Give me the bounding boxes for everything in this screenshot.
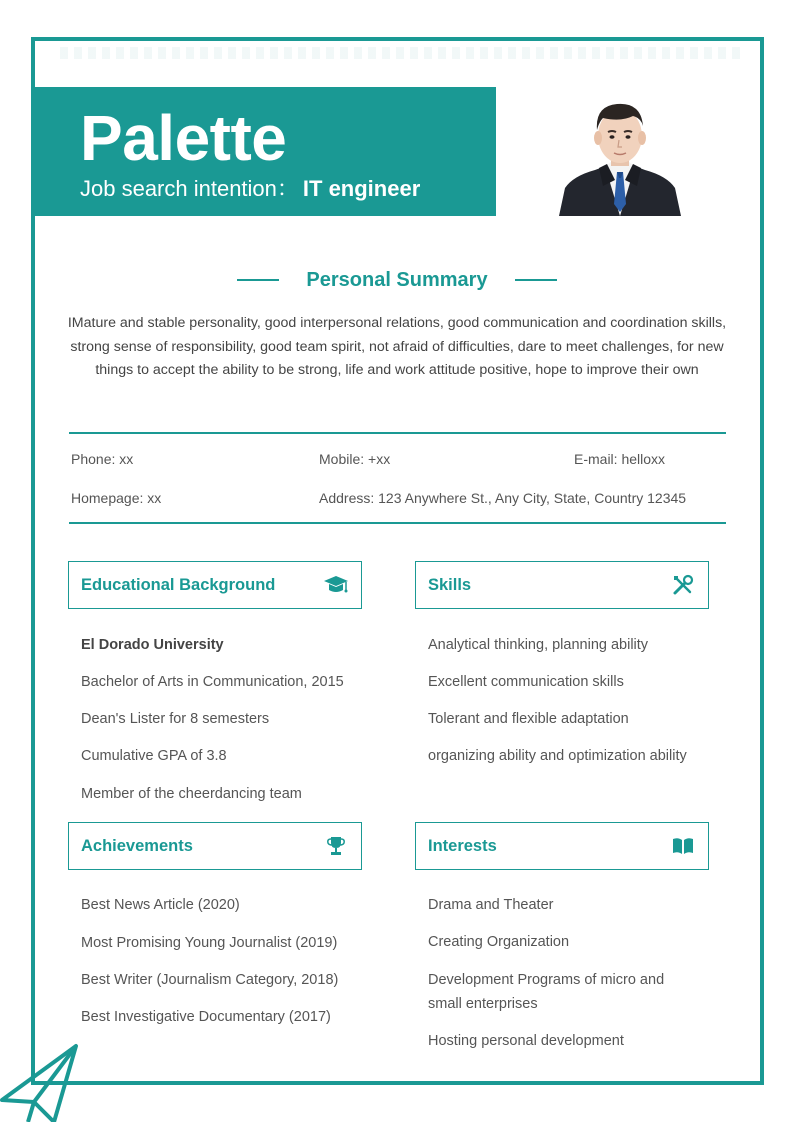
graduation-cap-icon (323, 572, 349, 598)
summary-heading (237, 268, 557, 292)
contact-email: E-mail: helloxx (574, 451, 666, 467)
interests-item: Hosting personal development (428, 1033, 624, 1049)
education-item: Dean's Lister for 8 semesters (81, 711, 270, 727)
interests-section-header (415, 822, 709, 870)
paper-plane-icon (0, 1040, 90, 1122)
achievements-item: Best Writer (Journalism Category, 2018) (81, 972, 339, 988)
interests-item: Development Programs of micro and small enterprises (428, 972, 665, 1012)
job-intention-value: IT engineer (302, 176, 421, 201)
contact-mobile: Mobile: +xx (319, 451, 391, 467)
education-item: Member of the cheerdancing team (81, 786, 302, 802)
skills-title: Skills (428, 575, 472, 594)
skills-section-header (415, 561, 709, 609)
job-intention (80, 175, 420, 203)
trophy-icon (323, 833, 349, 859)
heading-rule-left (237, 279, 279, 281)
candidate-name: Palette (80, 102, 287, 174)
decorative-dot-strip (60, 47, 740, 59)
summary-title: Personal Summary (306, 268, 488, 291)
skills-item: Tolerant and flexible adaptation (428, 711, 629, 727)
job-intention-label: Job search intention： (80, 176, 299, 201)
achievements-section-header (68, 822, 362, 870)
achievements-item: Best Investigative Documentary (2017) (81, 1009, 331, 1025)
skills-item: Analytical thinking, planning ability (428, 637, 649, 653)
education-section-header (68, 561, 362, 609)
summary-text: IMature and stable personality, good interpersonal relations, good communication and coordination skills, strong sense of responsibility, good team spirit, not afraid of difficulties, dare to meet challenges, for new things to accept the ability to be strong, life and work attitude positive, hope to improve their own (67, 315, 727, 378)
contact-divider-top (69, 432, 726, 434)
achievements-item: Best News Article (2020) (81, 897, 240, 913)
education-item-university: El Dorado University (81, 637, 224, 653)
tools-icon (670, 572, 696, 598)
heading-rule-right (515, 279, 557, 281)
avatar (555, 100, 685, 216)
education-item: Bachelor of Arts in Communication, 2015 (81, 674, 344, 690)
contact-divider-bottom (69, 522, 726, 524)
interests-item: Creating Organization (428, 934, 570, 950)
contact-address: Address: 123 Anywhere St., Any City, State, Country 12345 (319, 490, 687, 506)
interests-title: Interests (428, 836, 497, 855)
skills-item: organizing ability and optimization ability (428, 748, 687, 764)
education-item: Cumulative GPA of 3.8 (81, 748, 227, 764)
skills-item: Excellent communication skills (428, 674, 624, 690)
contact-homepage: Homepage: xx (71, 490, 162, 506)
education-title: Educational Background (81, 575, 276, 594)
contact-phone: Phone: xx (71, 451, 134, 467)
achievements-item: Most Promising Young Journalist (2019) (81, 935, 338, 951)
achievements-title: Achievements (81, 836, 193, 855)
book-icon (670, 833, 696, 859)
interests-item: Drama and Theater (428, 897, 554, 913)
